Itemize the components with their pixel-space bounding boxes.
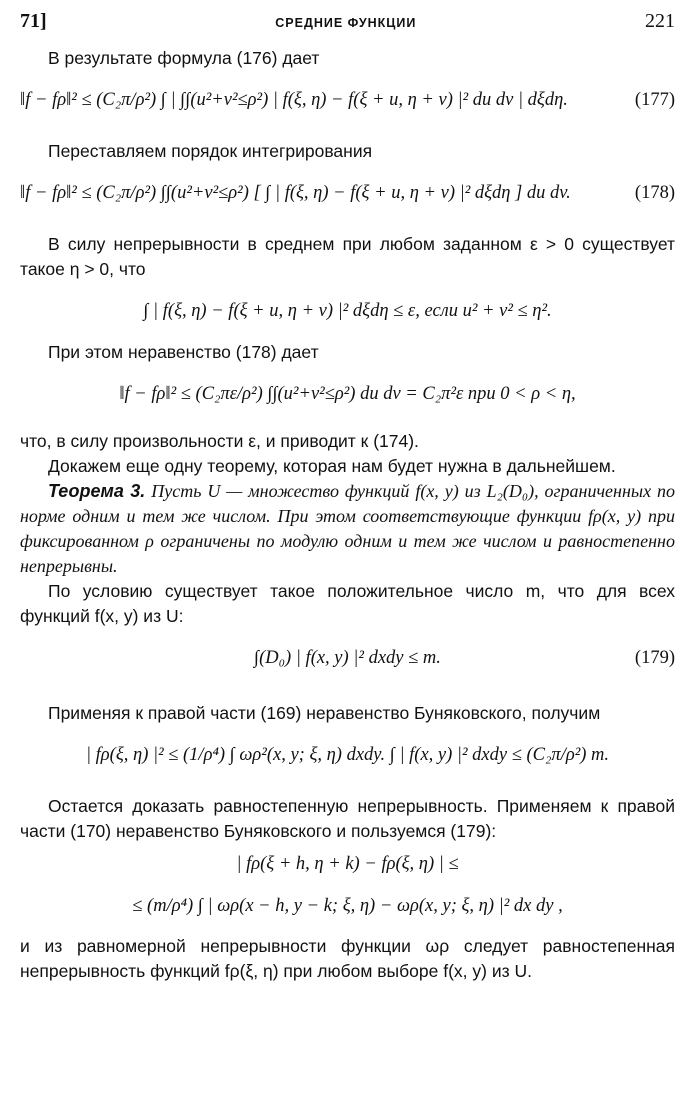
formula-bound-body: | fρ(ξ, η) |² ≤ (1/ρ⁴) ∫ ωρ²(x, y; ξ, η) dxdy. ∫ | f(x, y) |² dxdy ≤ (C₂π/ρ²) m. <box>85 744 610 765</box>
formula-bound <box>20 726 675 784</box>
paragraph-10: и из равномерной непрерывности функции ωρ следует равностепенная непрерывность функций fρ(ξ, η) при любом выборе f(x, y) из U. <box>20 936 675 981</box>
section-number: 71] <box>20 10 47 32</box>
formula-178-body: ‖f − fρ‖² ≤ (C₂π/ρ²) ∫∫(u²+v²≤ρ²) [ ∫ | f(ξ, η) − f(ξ + u, η + v) |² dξdη ] du dv. <box>20 182 571 203</box>
paragraph-1: В результате формула (176) дает <box>48 48 320 68</box>
page-number: 221 <box>644 10 675 32</box>
page-header <box>20 10 675 40</box>
formula-179 <box>20 629 675 687</box>
formula-continuity-body: ∫ | f(ξ, η) − f(ξ + u, η + v) |² dξdη ≤ ε, если u² + v² ≤ η². <box>143 300 552 321</box>
formula-equicont-line1-body: | fρ(ξ + h, η + k) − fρ(ξ, η) | ≤ <box>236 853 459 874</box>
theorem-text: Пусть U — множество функций f(x, y) из L₂(D₀), ограниченных по норме одним и тем же числом. При этом соответствующие функции fρ(x, y) при фиксированном ρ ограничены по модулю одним и тем же числом и равностепенно непрерывны. <box>20 481 675 576</box>
theorem-3 <box>20 479 675 579</box>
running-title: СРЕДНИЕ ФУНКЦИИ <box>275 16 417 30</box>
paragraph-7: По условию существует такое положительное число m, что для всех функций f(x, y) из U: <box>20 581 675 626</box>
paragraph-6: Докажем еще одну теорему, которая нам будет нужна в дальнейшем. <box>48 456 616 476</box>
paragraph-8: Применяя к правой части (169) неравенство Буняковского, получим <box>48 703 601 723</box>
equation-number-177: (177) <box>634 89 675 110</box>
paragraph-3: В силу непрерывности в среднем при любом заданном ε > 0 существует такое η > 0, что <box>20 234 675 279</box>
paragraph-9: Остается доказать равностепенную непрерывность. Применяем к правой части (170) неравенство Буняковского и пользуемся (179): <box>20 796 675 841</box>
formula-179-body: ∫(D₀) | f(x, y) |² dxdy ≤ m. <box>254 647 441 668</box>
formula-continuity <box>20 282 675 340</box>
formula-177-body: ‖f − fρ‖² ≤ (C₂π/ρ²) ∫ | ∫∫(u²+v²≤ρ²) | f(ξ, η) − f(ξ + u, η + v) |² du dv | dξdη. <box>20 89 568 110</box>
formula-equicont-line2-body: ≤ (m/ρ⁴) ∫ | ωρ(x − h, y − k; ξ, η) − ωρ(x, y; ξ, η) |² dx dy , <box>132 895 563 916</box>
paragraph-5: что, в силу произвольности ε, и приводит к (174). <box>20 431 419 451</box>
paragraph-4: При этом неравенство (178) дает <box>48 342 319 362</box>
formula-178 <box>20 164 675 222</box>
formula-177 <box>20 71 675 129</box>
formula-equicont-line1 <box>20 844 675 884</box>
equation-number-179: (179) <box>634 647 675 668</box>
equation-number-178: (178) <box>634 182 675 203</box>
paragraph-2: Переставляем порядок интегрирования <box>48 141 373 161</box>
formula-equicont-line2 <box>20 884 675 928</box>
formula-result <box>20 365 675 423</box>
formula-result-body: ‖f − fρ‖² ≤ (C₂πε/ρ²) ∫∫(u²+v²≤ρ²) du dv = C₂π²ε при 0 < ρ < η, <box>119 383 576 404</box>
theorem-label: Теорема 3. <box>48 481 146 501</box>
